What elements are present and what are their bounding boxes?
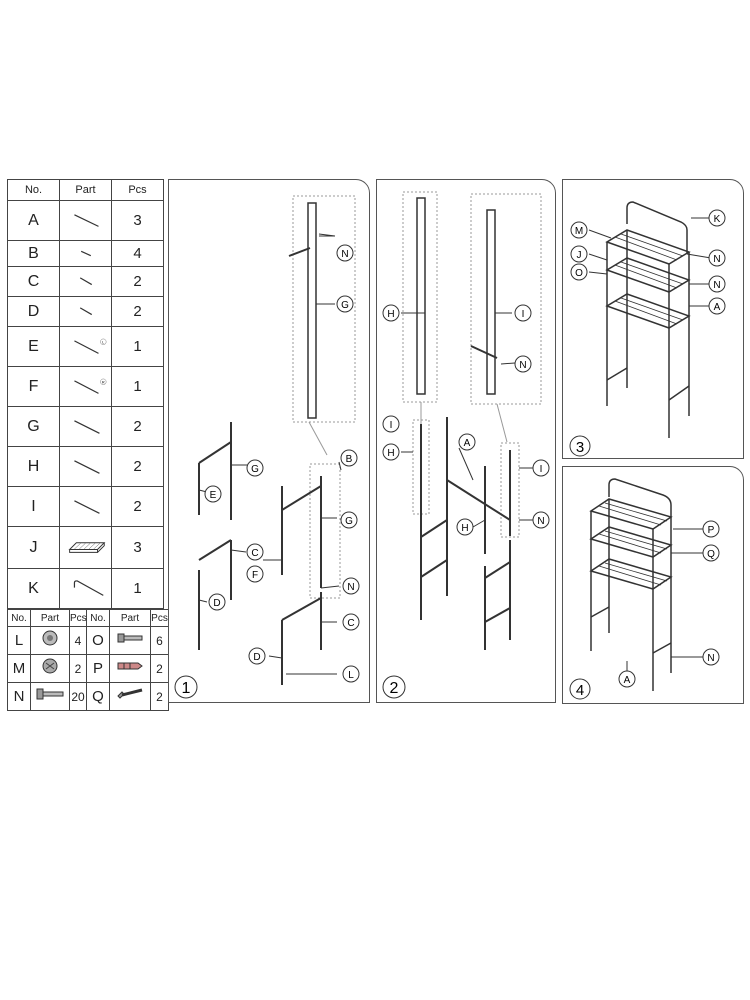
header-part: Part <box>110 610 151 627</box>
part-pcs: 2 <box>112 297 164 327</box>
callout-label: N <box>341 249 349 260</box>
callout-label: J <box>576 250 582 261</box>
step-1-panel <box>168 179 370 703</box>
table-row <box>8 569 164 609</box>
part-pcs: 6 <box>151 627 169 655</box>
part-image-shelf <box>60 527 112 569</box>
step-4-panel <box>562 466 744 704</box>
step-2-diagram <box>377 180 555 702</box>
screw-icon <box>110 683 151 711</box>
part-no: M <box>8 655 31 683</box>
bolt-icon <box>31 683 70 711</box>
table-row <box>8 327 164 367</box>
callout-label: C <box>251 548 259 559</box>
callout-label: N <box>537 516 545 527</box>
table-row <box>8 367 164 407</box>
callout-label: E <box>209 490 217 501</box>
part-no: Q <box>87 683 110 711</box>
callout-label: I <box>521 309 525 320</box>
callout-label: A <box>713 302 721 313</box>
part-image-tube <box>60 367 112 407</box>
part-image-tube <box>60 327 112 367</box>
part-pcs: 4 <box>70 627 87 655</box>
part-no: I <box>8 487 60 527</box>
part-no: K <box>8 569 60 609</box>
part-pcs: 3 <box>112 201 164 241</box>
step-number: 1 <box>181 680 191 697</box>
part-no: G <box>8 407 60 447</box>
header-pcs: Pcs <box>151 610 169 627</box>
part-pcs: 2 <box>151 683 169 711</box>
header-pcs: Pcs <box>112 180 164 201</box>
table-row <box>8 201 164 241</box>
step-2-panel <box>376 179 556 703</box>
part-pcs: 1 <box>112 367 164 407</box>
part-image-tube <box>60 447 112 487</box>
callout-label: N <box>713 280 721 291</box>
header-no: No. <box>87 610 110 627</box>
part-no: N <box>8 683 31 711</box>
callout-label: C <box>347 618 355 629</box>
header-no: No. <box>8 610 31 627</box>
knob-icon <box>31 655 70 683</box>
step-number: 3 <box>575 439 585 456</box>
callout-label: M <box>574 226 584 237</box>
part-no: D <box>8 297 60 327</box>
table-row <box>8 241 164 267</box>
callout-label: Q <box>707 549 715 560</box>
part-pcs: 3 <box>112 527 164 569</box>
part-no: J <box>8 527 60 569</box>
callout-label: D <box>253 652 261 663</box>
callout-label: O <box>575 268 583 279</box>
header-part: Part <box>60 180 112 201</box>
part-image-tube <box>60 267 112 297</box>
parts-table <box>7 179 164 609</box>
callout-label: A <box>463 438 471 449</box>
part-image-tube <box>60 201 112 241</box>
part-no: H <box>8 447 60 487</box>
callout-label: H <box>387 309 395 320</box>
step-number: 4 <box>575 682 585 699</box>
callout-label: N <box>707 653 715 664</box>
part-image-handle <box>60 569 112 609</box>
part-no: A <box>8 201 60 241</box>
part-pcs: 1 <box>112 569 164 609</box>
table-row <box>8 527 164 569</box>
table-row <box>8 487 164 527</box>
step-3-panel <box>562 179 744 459</box>
part-pcs: 1 <box>112 327 164 367</box>
part-no: P <box>87 655 110 683</box>
table-row <box>8 267 164 297</box>
callout-label: I <box>389 420 393 431</box>
hardware-table <box>7 609 169 711</box>
part-pcs: 2 <box>112 407 164 447</box>
part-pcs: 2 <box>112 487 164 527</box>
header-part: Part <box>31 610 70 627</box>
part-no: O <box>87 627 110 655</box>
callout-label: I <box>539 464 543 475</box>
callout-label: N <box>347 582 355 593</box>
callout-label: N <box>519 360 527 371</box>
callout-label: G <box>341 300 349 311</box>
part-no: C <box>8 267 60 297</box>
foot-cap-icon <box>31 627 70 655</box>
header-no: No. <box>8 180 60 201</box>
table-row <box>8 655 169 683</box>
table-row <box>8 627 169 655</box>
callout-label: L <box>348 670 354 681</box>
part-no: B <box>8 241 60 267</box>
screw-icon <box>110 627 151 655</box>
callout-label: P <box>707 525 715 536</box>
part-pcs: 2 <box>112 267 164 297</box>
callout-label: B <box>345 454 353 465</box>
callout-label: D <box>213 598 221 609</box>
part-pcs: 2 <box>112 447 164 487</box>
table-row <box>8 407 164 447</box>
callout-label: H <box>461 523 469 534</box>
anchor-icon <box>110 655 151 683</box>
callout-label: G <box>345 516 353 527</box>
step-4-diagram <box>563 467 743 703</box>
part-image-tube <box>60 297 112 327</box>
step-number: 2 <box>389 680 399 697</box>
callout-label: G <box>251 464 259 475</box>
side-mark: L <box>102 340 105 345</box>
callout-label: N <box>713 254 721 265</box>
part-image-tube <box>60 407 112 447</box>
part-no: F <box>8 367 60 407</box>
part-pcs: 2 <box>151 655 169 683</box>
part-pcs: 2 <box>70 655 87 683</box>
part-pcs: 20 <box>70 683 87 711</box>
callout-label: A <box>623 675 631 686</box>
step-1-diagram <box>169 180 369 702</box>
parts-list <box>7 179 168 705</box>
table-row <box>8 683 169 711</box>
part-image-tube <box>60 241 112 267</box>
side-mark: R <box>101 380 105 385</box>
part-no: E <box>8 327 60 367</box>
step-3-diagram <box>563 180 743 458</box>
part-image-tube <box>60 487 112 527</box>
table-row <box>8 447 164 487</box>
callout-label: K <box>713 214 721 225</box>
callout-label: F <box>251 570 259 581</box>
table-row <box>8 297 164 327</box>
callout-label: H <box>387 448 395 459</box>
part-pcs: 4 <box>112 241 164 267</box>
header-pcs: Pcs <box>70 610 87 627</box>
part-no: L <box>8 627 31 655</box>
